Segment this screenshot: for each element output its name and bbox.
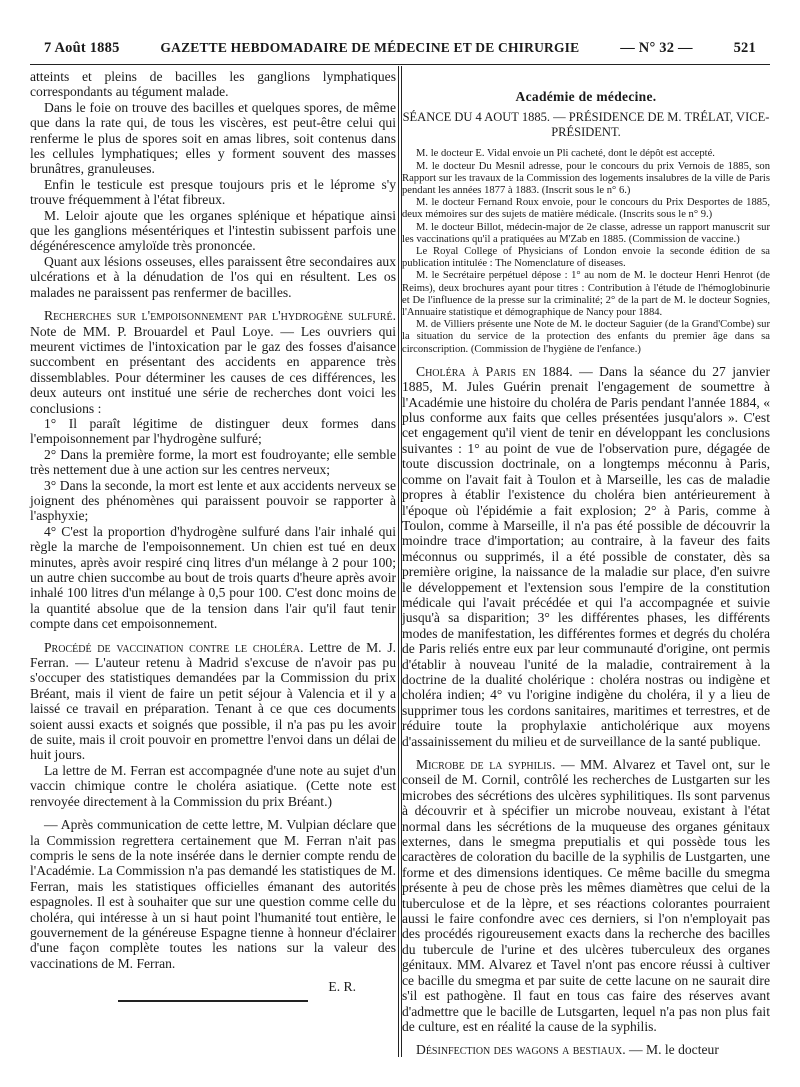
session-heading: SÉANCE DU 4 AOUT 1885. — PRÉSIDENCE DE M. TRÉLAT, VICE-PRÉSIDENT. xyxy=(402,110,770,140)
correspondence-list xyxy=(402,148,770,355)
conclusion-item: 3° Dans la seconde, la mort est lente et aux accidents nerveux se joignent des phénomènes qui paraissent pouvoir se rapporter à l'asphyxie; xyxy=(30,477,396,524)
academy-heading: Académie de médecine. xyxy=(515,89,657,104)
paragraph: Lettre de M. J. Ferran. — L'auteur retenu à Madrid s'excuse de n'avoir pas pu s'occuper des statistiques demandées par la Commission du prix Bréant, mais il vient de faire un petit séjour à Valencia et il y a laissé ce travail en préparation. Tenant à ce que ces documents soient aussi exacts et soignés que possible, il n'a pas pu les avoir de suite, mais il croit pouvoir en promettre l'envoi dans un délai de huit jours. xyxy=(30,639,397,763)
section-desinfection xyxy=(402,1042,770,1057)
running-header xyxy=(44,40,756,62)
paragraph: M. Leloir ajoute que les organes splénique et hépatique ainsi que les ganglions mésentériques et l'intestin subissent parfois une dégénérescence amyloïde très prononcée. xyxy=(30,207,396,254)
section-heading: Procédé de vaccination contre le choléra. xyxy=(44,639,304,655)
correspondence-item: M. le docteur Du Mesnil adresse, pour le concours du prix Vernois de 1885, son Rapport sur les travaux de la Commission des logements insalubres de la ville de Paris pendant les années 1877 à 1883. (Inscrit sous le n° 6.) xyxy=(402,160,770,197)
paragraph: La lettre de M. Ferran est accompagnée d'une note au sujet d'un vaccin chimique contre le choléra asiatique. (Cette note est renvoyée directement à la Commission du prix Bréant.) xyxy=(30,762,396,809)
header-title: GAZETTE HEBDOMADAIRE DE MÉDECINE ET DE CHIRURGIE xyxy=(160,40,580,55)
header-date: 7 Août 1885 xyxy=(44,40,120,56)
section-empoisonnement xyxy=(30,308,396,416)
correspondence-item: M. le docteur Billot, médecin-major de 2e classe, adresse un rapport manuscrit sur les vaccinations qu'il a pratiquées au M'Zab en 1885. (Commission de vaccine.) xyxy=(402,221,770,245)
correspondence-item: M. le Secrétaire perpétuel dépose : 1° au nom de M. le docteur Henri Henrot (de Reims), deux brochures ayant pour titres : Contribution à l'étude de l'hémoglobinurie et De l'influence de la presse sur la criminalité; 2° de la part de M. le docteur Sognies, l'Annuaire statistique et démographique de Nancy pour 1884. xyxy=(402,270,770,319)
section-heading: Désinfection des wagons a bestiaux. xyxy=(416,1042,626,1058)
correspondence-item: M. de Villiers présente une Note de M. le docteur Saguier (de la Grand'Combe) sur la situation du service de la protection des enfants du premier âge dans sa circonscription. (Commission de l'hygiène de l'enfance.) xyxy=(402,319,770,355)
header-page-number: 521 xyxy=(733,40,756,56)
section-heading: Microbe de la syphilis. xyxy=(416,757,556,773)
paragraph: Quant aux lésions osseuses, elles paraissent être secondaires aux ulcérations et à la dénudation de l'os qui en résultent. Les os malades ne paraissent pas renfermer de bacilles. xyxy=(30,253,396,300)
paragraph: atteints et pleins de bacilles les ganglions lymphatiques correspondants au tégument malade. xyxy=(30,69,396,100)
section-heading: Recherches sur l'empoisonnement par l'hydrogène sulfuré. xyxy=(44,308,396,324)
conclusion-item: 2° Dans la première forme, la mort est foudroyante; elle semble très nettement due à une action sur les centres nerveux; xyxy=(30,446,396,478)
column-divider xyxy=(398,66,399,1057)
correspondence-item: Le Royal College of Physicians of London envoie la seconde édition de sa publication intitulée : The Nomenclature of diseases. xyxy=(402,246,770,270)
section-heading: Choléra à Paris en 1884. xyxy=(416,363,573,379)
paragraph: — Dans la séance du 27 janvier 1885, M. Jules Guérin prenait l'engagement de soumettre à l'Académie une histoire du choléra de Paris pendant l'année 1884, « plus conforme aux faits que celles présentées jusqu'alors ». C'est cet engagement qu'il vient de tenir en développant les conclusions suivantes : 1° au point de vue de l'observation pure, dégagée de toute discussion doctrinale, on a longtemps méconnu à Paris, comme on l'avait fait à Toulon et à Marseille, les cas de maladie propres à établir l'existence du choléra bien antérieurement à l'époque où l'épidémie a fait explosion; 2° à Paris, comme à Toulon, comme à Marseille, il n'a pas été possible de découvrir la moindre trace d'importation; au contraire, à la faveur des faits méconnus ou supprimés, il a été possible de constater, dès sa première origine, la naissance de la maladie sur place, d'en suivre le développement et l'extension sous l'empire de la constitution médicale qui l'avait précédée et qui l'a accompagnée et suivie jusqu'à sa disparition; 3° les différentes phases, les différents modes de manifestation, les différentes formes et degrés du choléra de Paris reliés entre eux par leur communauté d'origine, ont permis d'établir à nouveau l'unité de la maladie, contrairement à la doctrine de la dualité cholérique : choléra nostras ou indigène et choléra indien; 4° vu l'origine indigène du choléra, il y a lieu de supprimer tous les cordons sanitaires, maritimes et terrestres, et de réduire toute la prophylaxie anticholérique aux moyens d'assainissement du milieu et de surveillance de la santé publique. xyxy=(402,363,770,749)
header-rule xyxy=(30,64,770,65)
paragraph: — MM. Alvarez et Tavel ont, sur le conseil de M. Cornil, contrôlé les recherches de Lustgarten sur les microbes des sécrétions des ulcères syphilitiques. Ils sont parvenus à découvrir et à spécifier un microbe nouveau, existant à l'état normal dans les sécrétions de la muqueuse des organes génitaux externes, dans le smegma preputialis et qui possède tous les caractères de coloration du bacille de la syphilis de Lustgarten, une forme et des dimensions identiques. Ce même bacille du smegma présente à peu de chose près les mêmes diamètres que celui de la tuberculose et de la lèpre, et ses réactions colorantes pourraient aussi le faire confondre avec ces derniers, si l'on n'employait pas des procédés rigoureusement exacts dans la recherche des bacilles du tubercule de l'urine et des ulcères tuberculeux des organes génitaux. MM. Alvarez et Tavel n'ont pas encore réussi à cultiver ce bacille du smegma et par suite de cette lacune on ne saurait dire s'il est pathogène. Il faut en tous cas faire des réserves avant d'admettre que le bacille de Lutsgarten, lequel n'a pas non plus fait de culture, est en réalité la cause de la syphilis. xyxy=(402,757,770,1034)
paragraph: Enfin le testicule est presque toujours pris et le léprome s'y trouve fréquemment à l'état fibreux. xyxy=(30,176,396,208)
left-column xyxy=(30,69,396,995)
correspondence-item: M. le docteur E. Vidal envoie un Pli cacheté, dont le dépôt est accepté. xyxy=(416,148,715,160)
signature: E. R. xyxy=(328,979,356,995)
section-vaccination xyxy=(30,640,396,763)
end-rule xyxy=(118,1000,308,1002)
paragraph: Dans le foie on trouve des bacilles et quelques spores, de même que dans la rate qui, de tous les viscères, est peut-être celui qui renferme le plus de spores soit en amas libres, soit contenus dans les cellules lymphatiques; elles y forment souvent des masses brunâtres, granuleuses. xyxy=(30,99,396,177)
section-syphilis xyxy=(402,757,770,1034)
right-column xyxy=(402,69,770,1058)
correspondence-item: M. le docteur Fernand Roux envoie, pour le concours du Prix Desportes de 1885, deux mémoires sur des sujets de matière médicale. (Inscrits sous le n° 9.) xyxy=(402,197,770,221)
paragraph: — M. le docteur xyxy=(629,1042,719,1058)
section-cholera xyxy=(402,364,770,749)
conclusion-item: 1° Il paraît légitime de distinguer deux formes dans l'empoisonnement par l'hydrogène sulfuré; xyxy=(30,415,396,447)
paragraph: Note de MM. P. Brouardel et Paul Loye. — Les ouvriers qui meurent victimes de l'intoxication par le gaz des fosses d'aisance succombent en présentant des accidents en apparence très dissemblables. Pour déterminer les causes de ces différences, les deux auteurs ont institué une série de recherches dont voici les conclusions : xyxy=(30,323,396,416)
header-issue: — N° 32 — xyxy=(620,40,693,56)
paragraph: — Après communication de cette lettre, M. Vulpian déclare que la Commission regrettera certainement que M. Ferran n'ait pas compris le sens de la note insérée dans le dernier compte rendu de l'Académie. La Commission n'a pas demandé les statistiques de M. Ferran, mais les statistiques officielles émanant des autorités espagnoles. Il est à souhaiter que sur une question comme celle du choléra, qui intéresse à un si haut point l'humanité tout entière, le gouvernement de la généreuse Espagne tienne à honneur d'éclairer d'une façon complète toutes les nations sur la valeur des vaccinations de M. Ferran. xyxy=(30,817,396,971)
conclusion-item: 4° C'est la proportion d'hydrogène sulfuré dans l'air inhalé qui règle la marche de l'empoisonnement. Un chien est tué en deux minutes, après avoir respiré cinq litres d'un mélange à 2 pour 100; un autre chien succombe au bout de trois quarts d'heure après avoir inhalé 100 litres d'un mélange à 0,5 pour 100. C'est donc moins de la quantité absolue que de la tension dans l'air qu'il faut tenir compte dans cet empoisonnement. xyxy=(30,523,396,632)
